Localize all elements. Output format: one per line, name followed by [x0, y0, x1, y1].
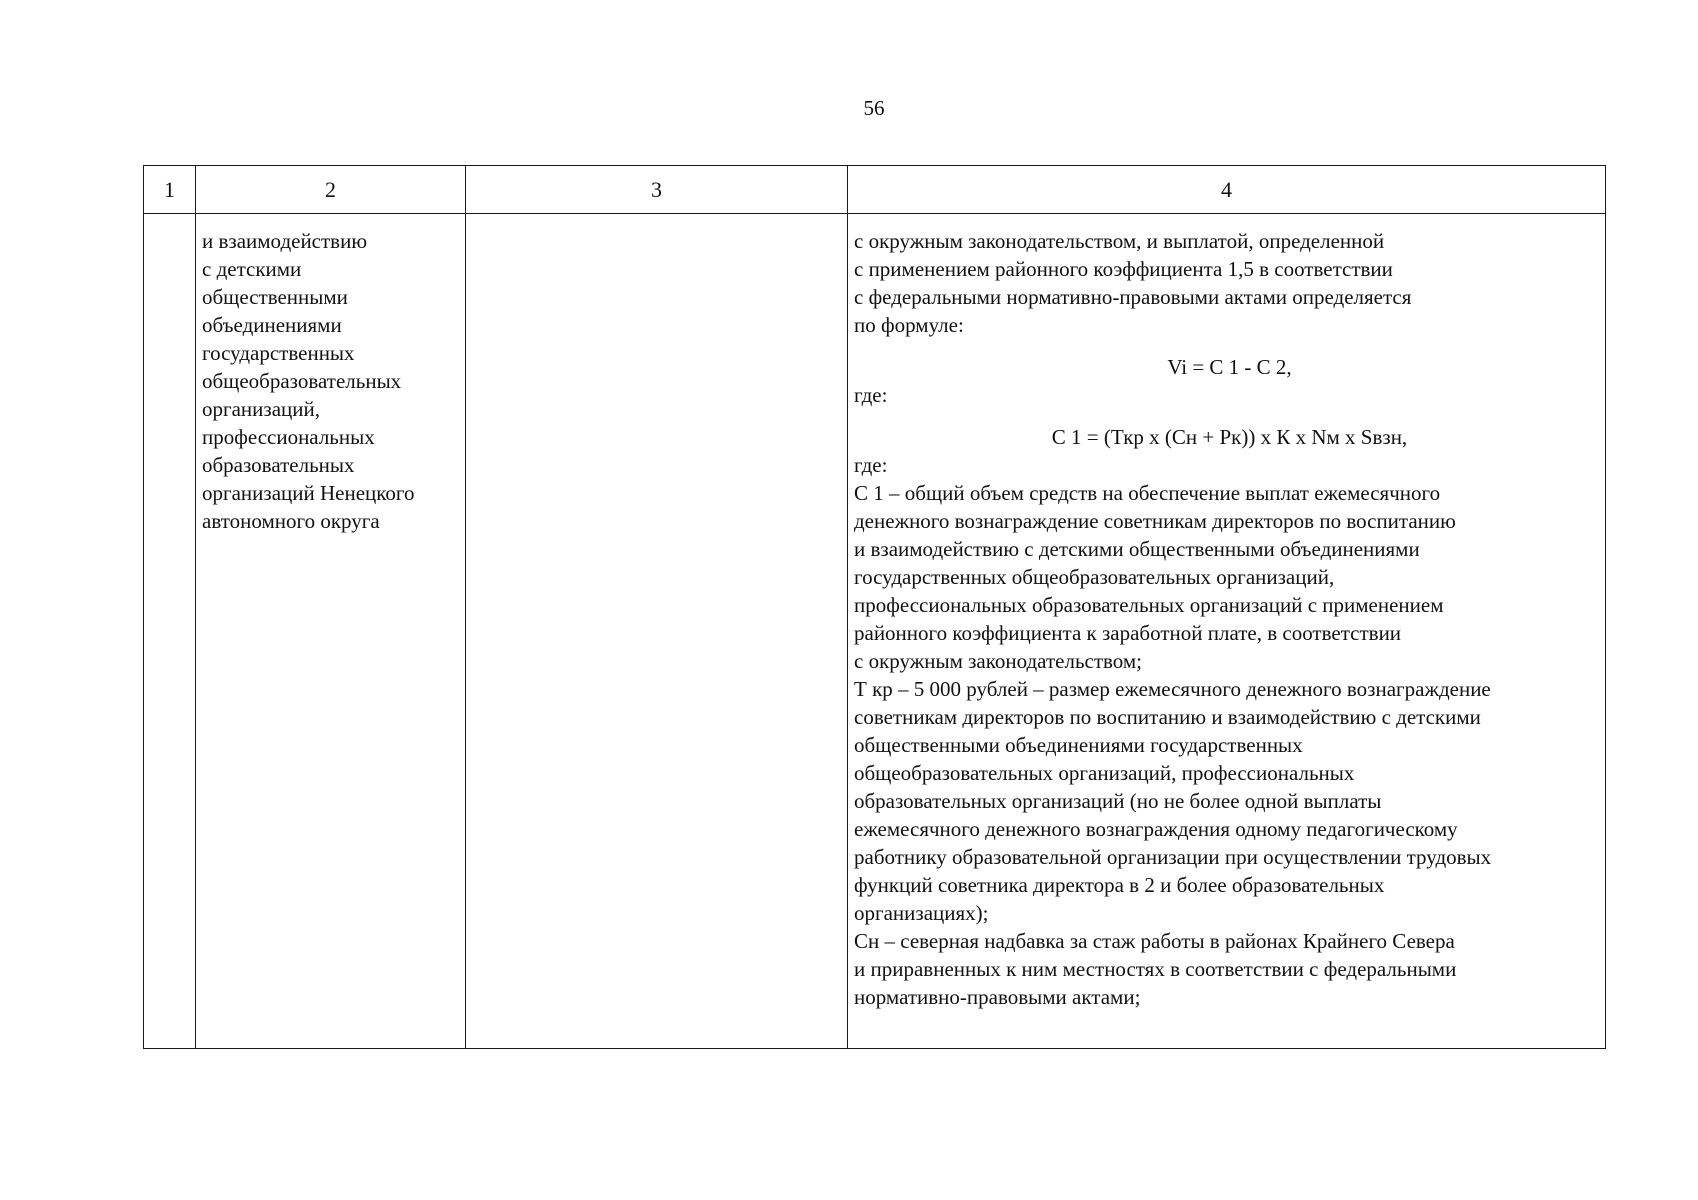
where-label: где:	[854, 383, 888, 407]
organization-name	[196, 214, 465, 535]
intro-line: с федеральными нормативно-правовыми актами определяется	[854, 285, 1412, 309]
col2-line: объединениями	[202, 313, 342, 337]
col2-line: образовательных	[202, 453, 355, 477]
where-label: где:	[854, 453, 888, 477]
col2-line: автономного округа	[202, 509, 380, 533]
cell-col-2	[196, 214, 466, 1049]
cell-col-4	[848, 214, 1606, 1049]
col2-line: с детскими	[202, 257, 302, 281]
body-line: Т кр – 5 000 рублей – размер ежемесячного денежного вознаграждение	[854, 677, 1491, 701]
intro-line: с окружным законодательством, и выплатой, определенной	[854, 229, 1385, 253]
table-header-row	[144, 166, 1606, 214]
cell-col-1	[144, 214, 196, 1049]
formula-c1: C 1 = (Ткр х (Сн + Рк)) х К х Nм х Sвзн,	[1051, 425, 1408, 449]
body-line: образовательных организаций (но не более одной выплаты	[854, 789, 1382, 813]
header-col-3: 3	[466, 166, 848, 214]
col2-line: профессиональных	[202, 425, 375, 449]
intro-line: по формуле:	[854, 313, 964, 337]
col2-line: государственных	[202, 341, 355, 365]
intro-line: с применением районного коэффициента 1,5 в соответствии	[854, 257, 1393, 281]
col2-line: общественными	[202, 285, 348, 309]
body-line: с окружным законодательством;	[854, 649, 1143, 673]
page-number: 56	[863, 96, 885, 120]
col2-line: организаций,	[202, 397, 320, 421]
table-row	[144, 214, 1606, 1049]
calculation-text	[848, 214, 1605, 1011]
body-line: советникам директоров по воспитанию и взаимодействию с детскими	[854, 705, 1481, 729]
body-line: общественными объединениями государственных	[854, 733, 1303, 757]
body-line: С 1 – общий объем средств на обеспечение выплат ежемесячного	[854, 481, 1441, 505]
body-line: профессиональных образовательных организаций с применением	[854, 593, 1444, 617]
document-table	[143, 165, 1606, 1049]
body-line: ежемесячного денежного вознаграждения одному педагогическому	[854, 817, 1458, 841]
body-line: функций советника директора в 2 и более образовательных	[854, 873, 1385, 897]
col2-line: общеобразовательных	[202, 369, 402, 393]
header-col-2: 2	[196, 166, 466, 214]
formula-vi: Vi = C 1 - C 2,	[1167, 355, 1292, 379]
header-col-1: 1	[144, 166, 196, 214]
body-line: общеобразовательных организаций, профессиональных	[854, 761, 1355, 785]
body-line: нормативно-правовыми актами;	[854, 985, 1141, 1009]
body-line: работнику образовательной организации при осуществлении трудовых	[854, 845, 1492, 869]
body-line: денежного вознаграждение советникам директоров по воспитанию	[854, 509, 1456, 533]
col2-line: и взаимодействию	[202, 229, 368, 253]
body-line: организациях);	[854, 901, 989, 925]
body-line: районного коэффициента к заработной плате, в соответствии	[854, 621, 1402, 645]
col2-line: организаций Ненецкого	[202, 481, 415, 505]
header-col-4: 4	[848, 166, 1606, 214]
body-line: государственных общеобразовательных организаций,	[854, 565, 1335, 589]
body-line: и взаимодействию с детскими общественными объединениями	[854, 537, 1420, 561]
cell-col-3	[466, 214, 848, 1049]
body-line: и приравненных к ним местностях в соответствии с федеральными	[854, 957, 1457, 981]
body-line: Сн – северная надбавка за стаж работы в районах Крайнего Севера	[854, 929, 1455, 953]
